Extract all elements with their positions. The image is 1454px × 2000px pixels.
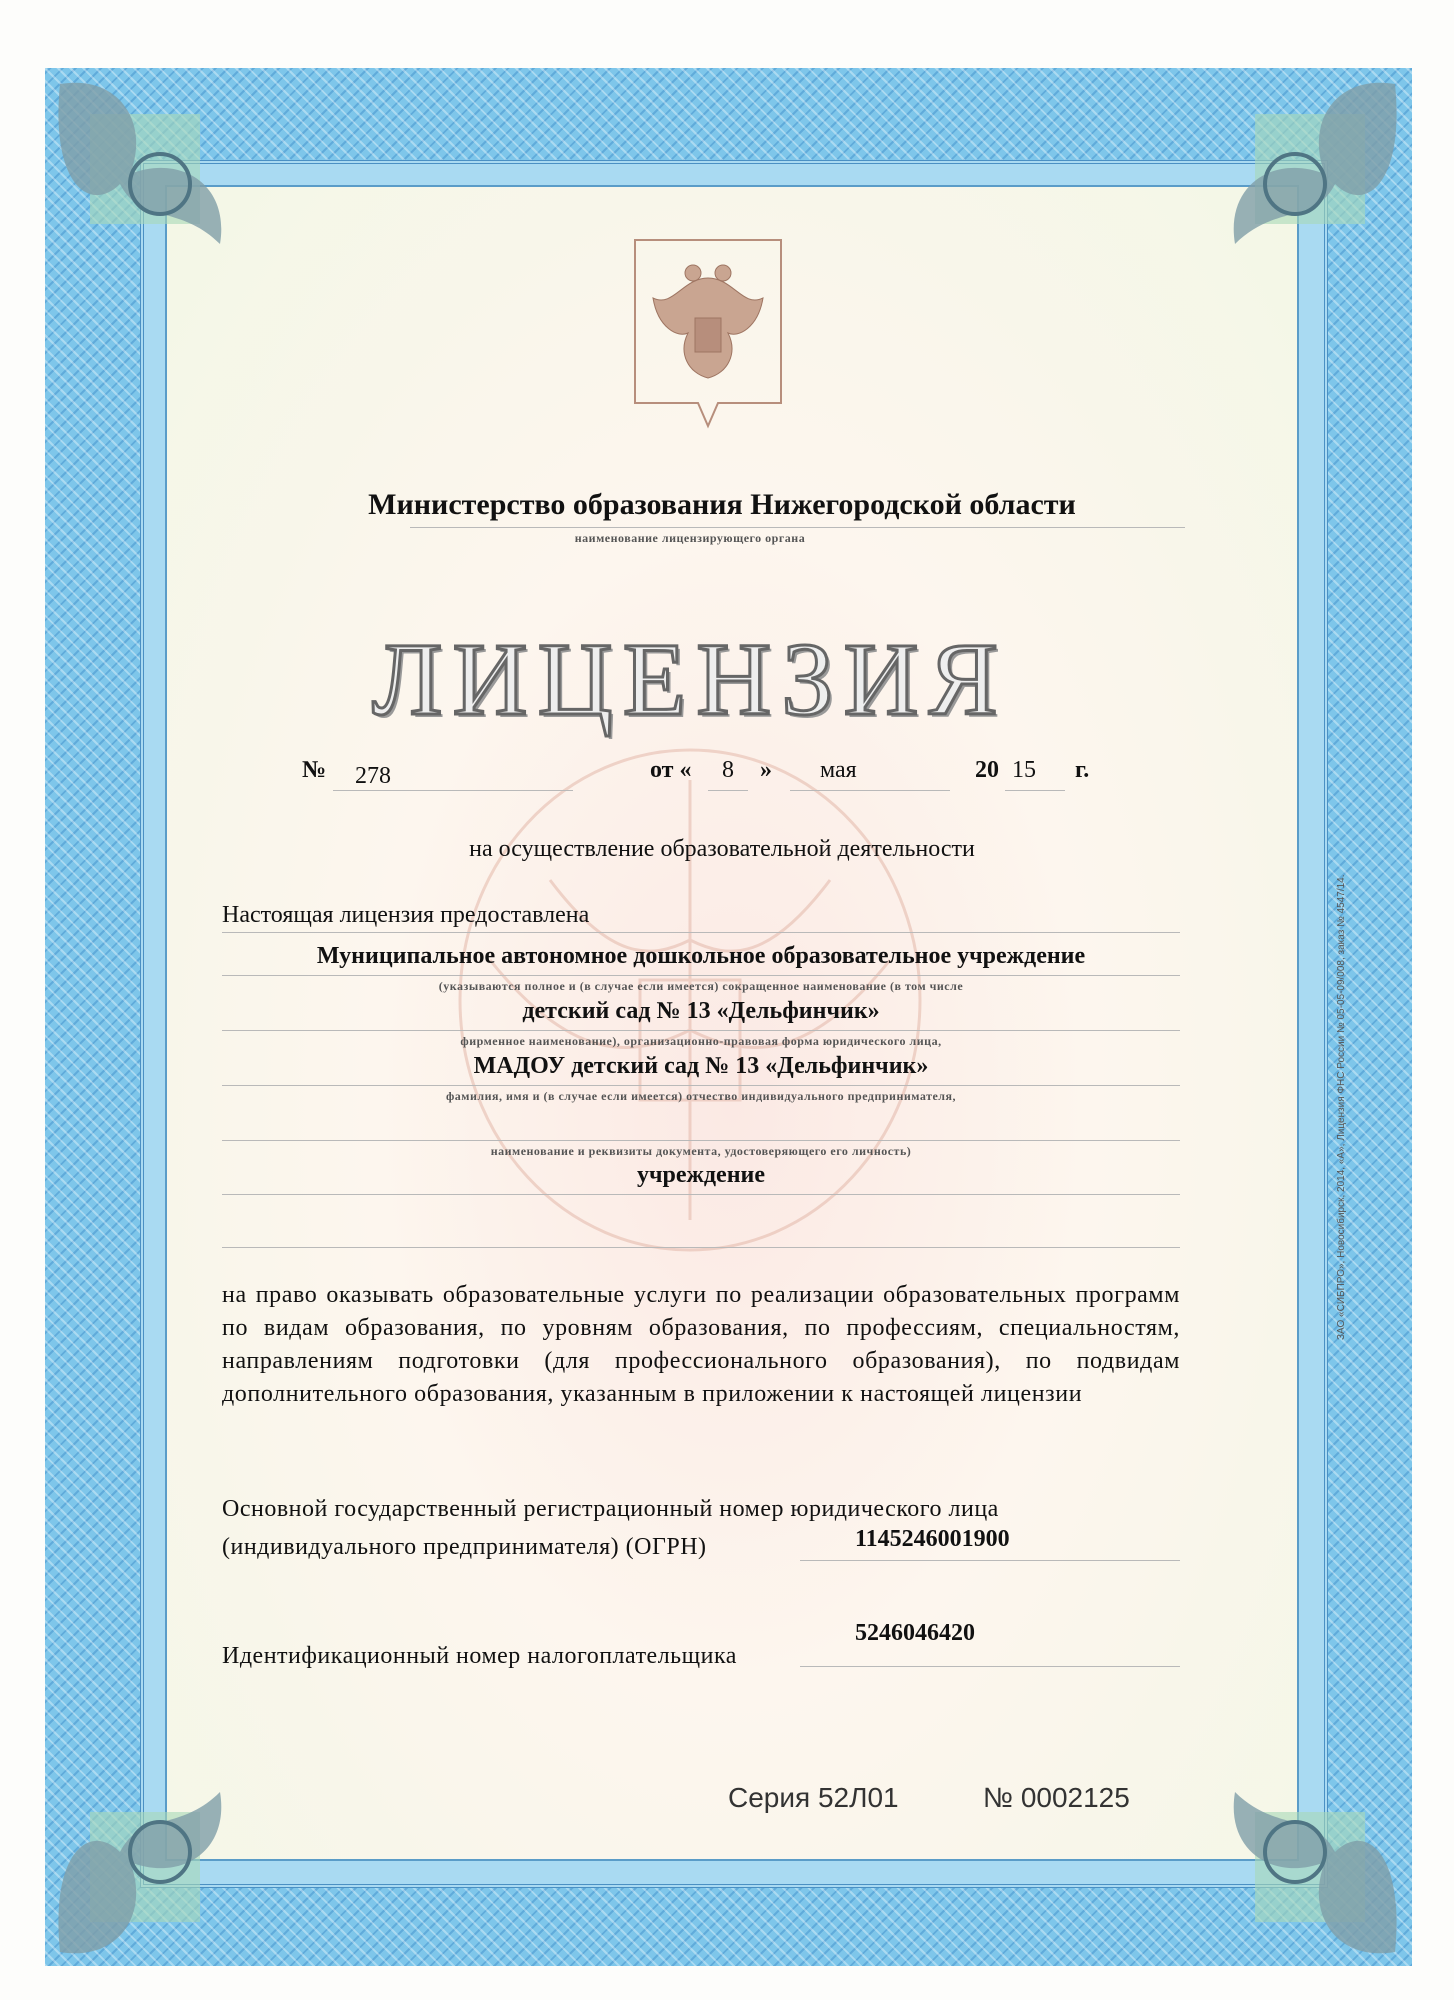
licensee-short-name: МАДОУ детский сад № 13 «Дельфинчик» [473, 1053, 929, 1079]
inn-value: 5246046420 [855, 1620, 975, 1646]
licensee-full-name: Муниципальное автономное дошкольное образовательное учреждение [316, 943, 1086, 969]
name-caption-2: фирменное наименование), организационно-правовая форма юридического лица, [460, 1034, 942, 1048]
licensing-authority-name: Министерство образования Нижегородской области [368, 488, 1076, 521]
license-month: мая [820, 757, 857, 783]
licensee-intro: Настоящая лицензия предоставлена [222, 902, 590, 928]
name-caption-1: (указываются полное и (в случае если имеется) сокращенное наименование (в том числе [438, 979, 964, 993]
license-day: 8 [722, 757, 734, 783]
inn-label: Идентификационный номер налогоплательщика [222, 1643, 737, 1669]
corner-ornament-icon [40, 64, 290, 314]
number-label: № [302, 757, 327, 783]
licensee-org-form: учреждение [636, 1162, 766, 1188]
name-caption-3: фамилия, имя и (в случае если имеется) отчество индивидуального предпринимателя, [445, 1089, 957, 1103]
corner-ornament-icon [40, 1722, 290, 1972]
corner-ornament-icon [1165, 1722, 1415, 1972]
rights-text: на право оказывать образовательные услуги по реализации образовательных программ по видам образования, по уровням образования, по профессиям, специальностям, направлениям подготовки (для профессионального образования), по подвидам дополнительного образования, указанным в приложении к настоящей лицензии [222, 1282, 1180, 1407]
date-close: » [760, 757, 772, 783]
year-prefix: 20 [975, 757, 999, 783]
coat-of-arms-icon [633, 238, 783, 430]
ogrn-label-line-2: (индивидуального предпринимателя) (ОГРН) [222, 1534, 707, 1560]
license-number: 278 [355, 763, 391, 789]
form-number: № 0002125 [983, 1782, 1130, 1813]
series-label: Серия 52Л01 [728, 1782, 899, 1813]
ogrn-label-line-1: Основной государственный регистрационный номер юридического лица [222, 1496, 999, 1522]
authority-caption: наименование лицензирующего органа [574, 531, 806, 545]
licensee-name-continued: детский сад № 13 «Дельфинчик» [522, 998, 880, 1024]
date-from-label: от « [650, 757, 692, 783]
printer-note: ЗАО «СИБПРО», Новосибирск, 2014, «А», Лицензия ФНС России № 05-05-09/008, заказ № 4547/14. [1336, 874, 1347, 1340]
license-year: 15 [1012, 757, 1036, 783]
license-purpose: на осуществление образовательной деятельности [469, 836, 975, 862]
ogrn-value: 1145246001900 [855, 1526, 1010, 1552]
name-caption-4: наименование и реквизиты документа, удостоверяющего его личность) [490, 1144, 912, 1158]
corner-ornament-icon [1165, 64, 1415, 314]
year-unit: г. [1075, 757, 1090, 783]
document-title: ЛИЦЕНЗИЯ [372, 622, 1008, 737]
